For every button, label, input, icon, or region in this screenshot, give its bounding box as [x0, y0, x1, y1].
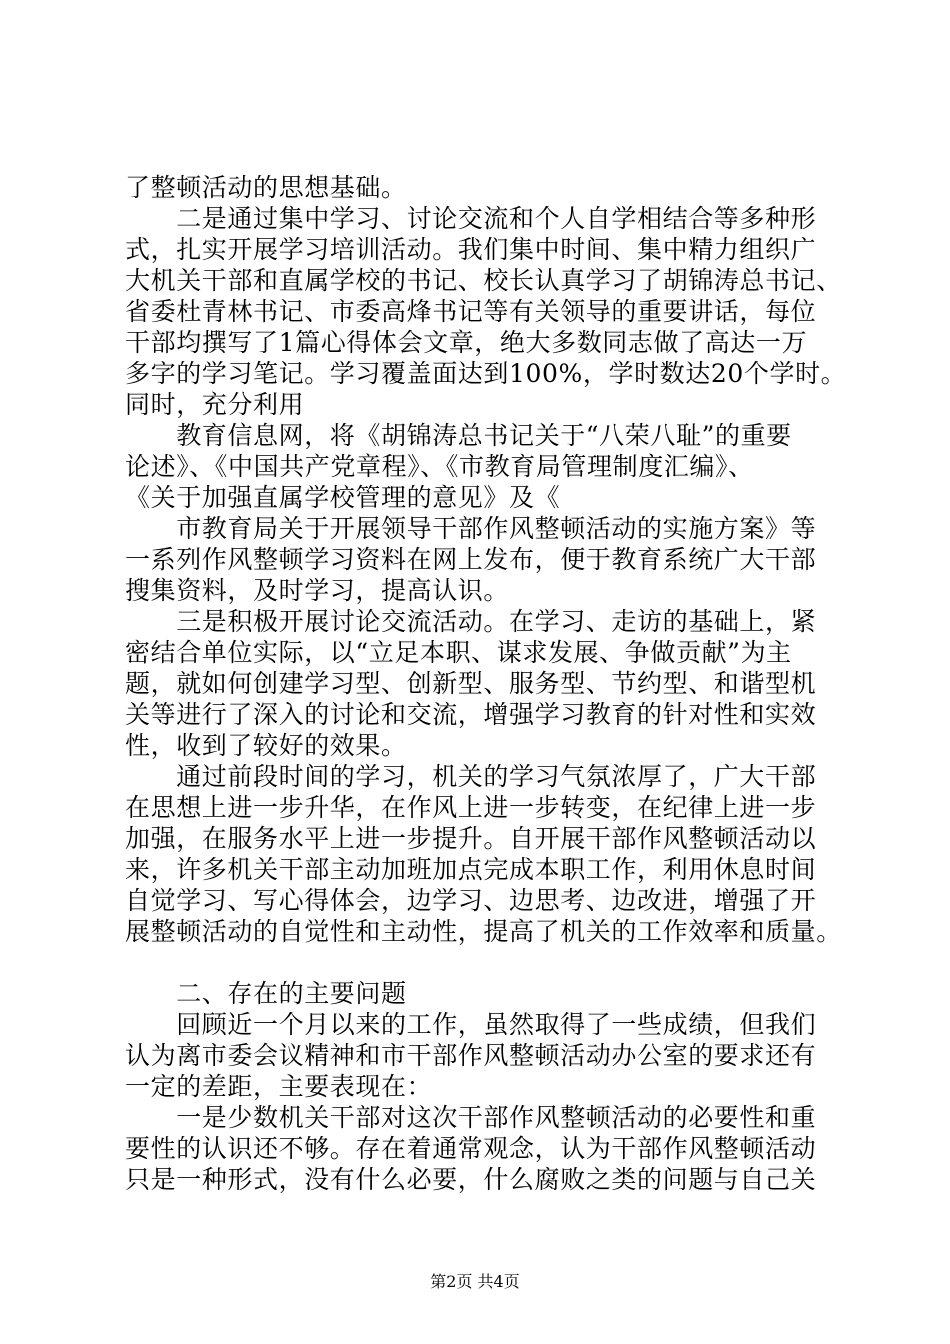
text-line: 干部均撰写了1篇心得体会文章，绝大多数同志做了高达一万: [125, 328, 808, 357]
text-line: 自觉学习、写心得体会，边学习、边思考、边改进，增强了开: [125, 886, 817, 915]
text-line: 了整顿活动的思想基础。: [125, 173, 407, 202]
text-line: 展整顿活动的自觉性和主动性，提高了机关的工作效率和质量。: [125, 917, 842, 946]
text-line: 回顾近一个月以来的工作，虽然取得了一些成绩，但我们: [125, 1010, 817, 1039]
text-line: 同时，充分利用: [125, 390, 305, 419]
page-number-footer: 第2页 共4页: [430, 1272, 520, 1291]
text-line: 关等进行了深入的讨论和交流，增强学习教育的针对性和实效: [125, 700, 817, 729]
text-line: 密结合单位实际，以“立足本职、谋求发展、争做贡献”为主: [125, 638, 792, 667]
text-line: 论述》、《中国共产党章程》、《市教育局管理制度汇编》、: [125, 452, 754, 481]
text-line: 加强，在服务水平上进一步提升。自开展干部作风整顿活动以: [125, 824, 817, 853]
text-line: 三是积极开展讨论交流活动。在学习、走访的基础上，紧: [125, 607, 817, 636]
text-line: 《关于加强直属学校管理的意见》及《: [125, 483, 561, 512]
text-line: 二是通过集中学习、讨论交流和个人自学相结合等多种形: [125, 204, 817, 233]
text-line: 大机关干部和直属学校的书记、校长认真学习了胡锦涛总书记、: [125, 266, 842, 295]
text-line: 式，扎实开展学习培训活动。我们集中时间、集中精力组织广: [125, 235, 817, 264]
text-line: 要性的认识还不够。存在着通常观念，认为干部作风整顿活动: [125, 1134, 817, 1163]
text-line: 一定的差距，主要表现在：: [125, 1072, 433, 1101]
text-line: 一是少数机关干部对这次干部作风整顿活动的必要性和重: [125, 1103, 817, 1132]
text-line: 通过前段时间的学习，机关的学习气氛浓厚了，广大干部: [125, 762, 817, 791]
text-line: 来，许多机关干部主动加班加点完成本职工作，利用休息时间: [125, 855, 817, 884]
text-line: 多字的学习笔记。学习覆盖面达到100%，学时数达20个学时。: [125, 359, 847, 388]
text-line: 在思想上进一步升华，在作风上进一步转变，在纪律上进一步: [125, 793, 817, 822]
text-line: 搜集资料，及时学习，提高认识。: [125, 576, 510, 605]
text-line: 认为离市委会议精神和市干部作风整顿活动办公室的要求还有: [125, 1041, 817, 1070]
section-heading: 二、存在的主要问题: [125, 979, 407, 1008]
text-line: 题，就如何创建学习型、创新型、服务型、节约型、和谐型机: [125, 669, 817, 698]
text-line: 省委杜青林书记、市委高烽书记等有关领导的重要讲话，每位: [125, 297, 817, 326]
text-line: 教育信息网，将《胡锦涛总书记关于“八荣八耻”的重要: [125, 421, 792, 450]
text-line: 一系列作风整顿学习资料在网上发布，便于教育系统广大干部: [125, 545, 817, 574]
text-line: 性，收到了较好的效果。: [125, 731, 407, 760]
text-line: 市教育局关于开展领导干部作风整顿活动的实施方案》等: [125, 514, 817, 543]
text-line: 只是一种形式，没有什么必要，什么腐败之类的问题与自己关: [125, 1165, 817, 1194]
